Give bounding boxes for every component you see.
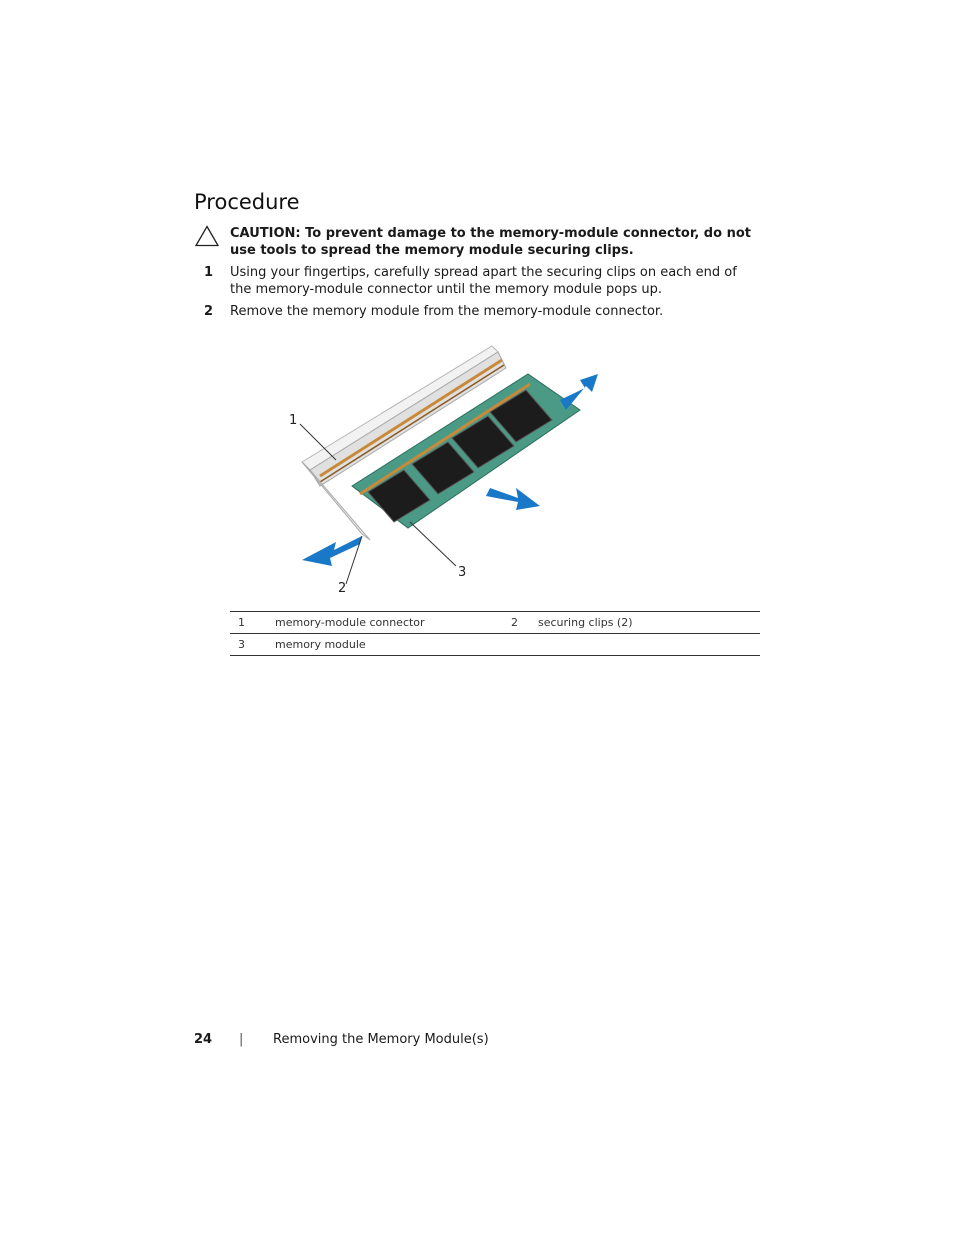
caution-text: CAUTION: To prevent damage to the memory-module connector, do not use tools to spread the memory module securing clips. <box>230 226 751 258</box>
page-number: 24 <box>194 1032 213 1047</box>
footer-separator: | <box>239 1032 244 1047</box>
callout-2: 2 <box>338 581 347 596</box>
step-text: Using your fingertips, carefully spread apart the securing clips on each end of the memory-module connector until the memory module pops up. <box>230 265 737 297</box>
step-text: Remove the memory module from the memory-module connector. <box>230 304 664 319</box>
legend-label: securing clips (2) <box>538 616 633 629</box>
legend-label: memory module <box>275 638 366 651</box>
legend-number: 2 <box>511 616 518 629</box>
memory-module-illustration <box>280 340 620 600</box>
legend-number <box>511 634 538 656</box>
legend-number: 3 <box>238 638 245 651</box>
legend-label <box>538 634 760 656</box>
callout-1: 1 <box>289 413 298 428</box>
memory-module <box>352 374 580 528</box>
table-row <box>230 634 760 656</box>
table-row <box>230 612 760 634</box>
legend-table <box>230 611 760 656</box>
legend-number: 1 <box>238 616 245 629</box>
callout-3: 3 <box>458 565 467 580</box>
section-heading: Procedure <box>194 190 300 214</box>
legend-label: memory-module connector <box>275 616 425 629</box>
caution-icon <box>195 225 219 247</box>
arrow-icon <box>560 374 598 410</box>
chapter-title: Removing the Memory Module(s) <box>273 1032 489 1047</box>
step-number: 2 <box>204 304 214 319</box>
arrow-icon <box>486 488 540 510</box>
step-number: 1 <box>204 265 214 280</box>
